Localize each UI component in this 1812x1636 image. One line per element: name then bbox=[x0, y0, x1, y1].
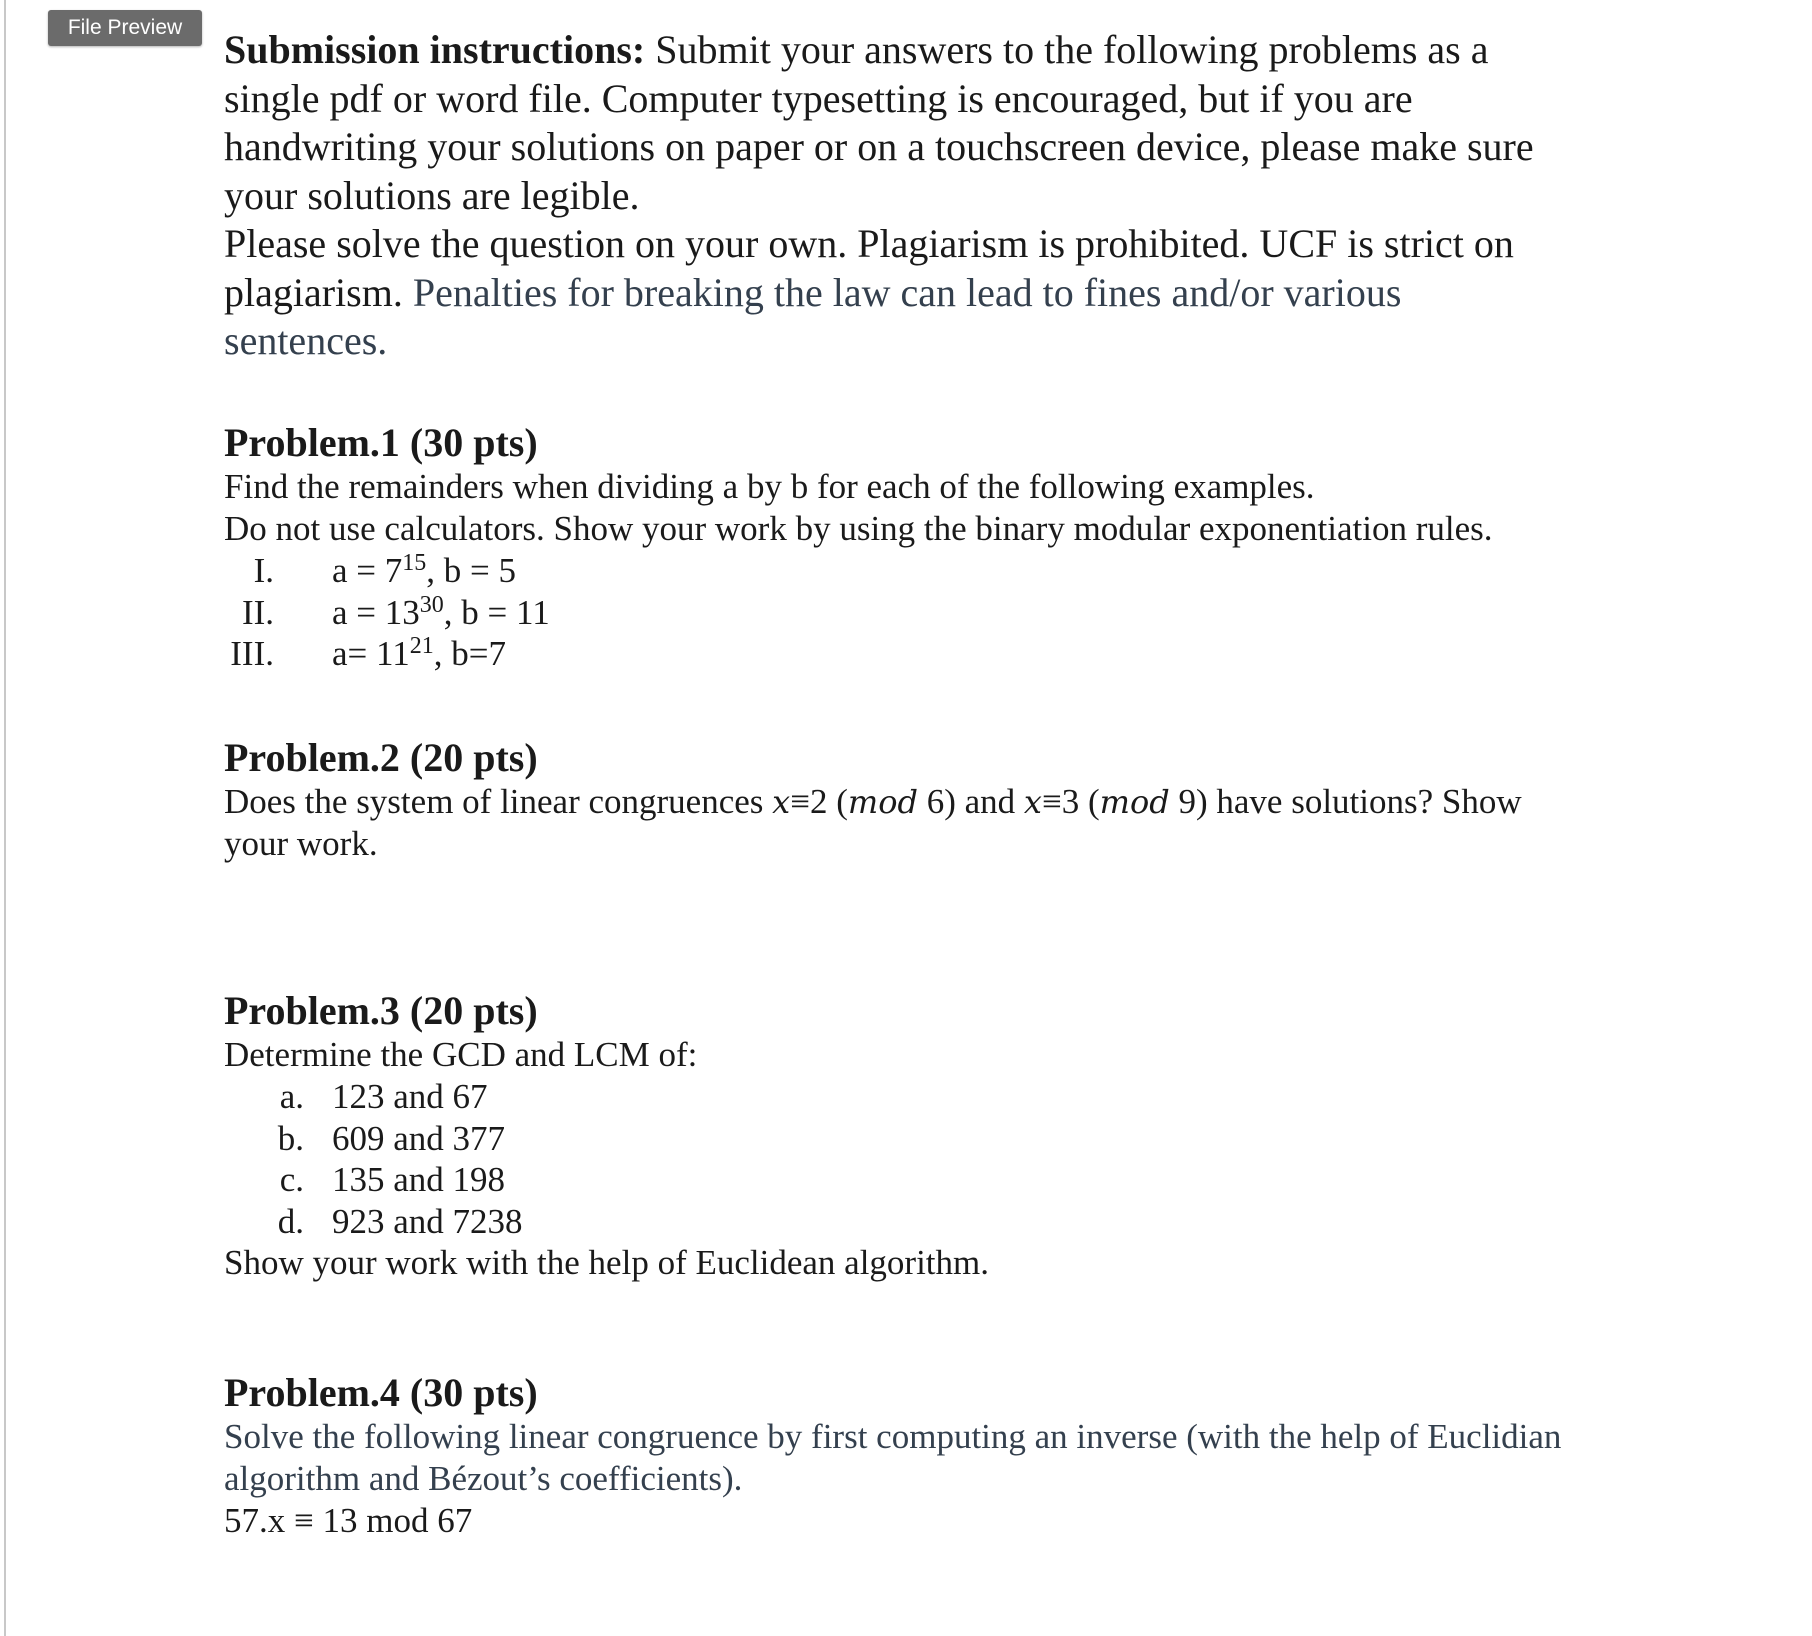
list-item: II. $a = 13^{30}$, b = 11 bbox=[241, 591, 550, 632]
problem-4: Problem.4 (30 pts) Solve the following linear congruence by first computing an inverse (with the help of Euclidian algorithm and Bézout’s coefficients). 57.x ≡ 13 mod 67 bbox=[224, 1370, 1644, 1542]
problem-3-title: Problem.3 (20 pts) bbox=[224, 988, 538, 1033]
list-item: d. 923 and 7238 bbox=[277, 1201, 523, 1241]
instructions-paragraph: Submission instructions: Submit your answers to the following problems as a single pdf or word file. Computer typesetting is encouraged, but if you are handwriting your solutions on paper or on a touchscreen device, please make sure your solutions are legible. Please solve the question on your own. Plagiarism is prohibited. UCF is strict on plagiarism. Penalties for breaking the law can lead to fines and/or various sentences. bbox=[224, 27, 1534, 363]
problem-1: Problem.1 (30 pts) Find the remainders when dividing a by b for each of the following examples. Do not use calculators. Show your work by using the binary modular exponentiation rules. I. $a = 7^{15}$, b = 5 II. $a = 13^{30}$, b = 11 III. $a= 11^{21}$, b=7 bbox=[224, 420, 1644, 675]
problem-1-title: Problem.1 (30 pts) bbox=[224, 420, 538, 465]
problem-2: Problem.2 (20 pts) Does the system of linear congruences x≡2 (mod 6) and x≡3 (mod 9) have solutions? Show your work. bbox=[224, 735, 1644, 865]
list-item: I. $a = 7^{15}$, b = 5 bbox=[253, 550, 517, 590]
problem-4-title: Problem.4 (30 pts) bbox=[224, 1370, 538, 1415]
problem-3: Problem.3 (20 pts) Determine the GCD and LCM of: a. 123 and 67 b. 609 and 377 c. 135 and 198 d. 923 and 7238 Show your work with the help of Euclidean algorithm. bbox=[224, 988, 1644, 1284]
file-preview-badge[interactable]: File Preview bbox=[48, 10, 202, 46]
left-border bbox=[4, 0, 6, 1636]
list-item: III. $a= 11^{21}$, b=7 bbox=[230, 633, 506, 673]
list-item: c. 135 and 198 bbox=[279, 1160, 506, 1199]
list-item: a. 123 and 67 bbox=[279, 1077, 488, 1116]
submission-instructions bbox=[224, 26, 1624, 366]
problem-2-title: Problem.2 (20 pts) bbox=[224, 735, 538, 780]
instructions-label: Submission instructions: bbox=[224, 27, 646, 72]
list-item: b. 609 and 377 bbox=[277, 1118, 506, 1158]
